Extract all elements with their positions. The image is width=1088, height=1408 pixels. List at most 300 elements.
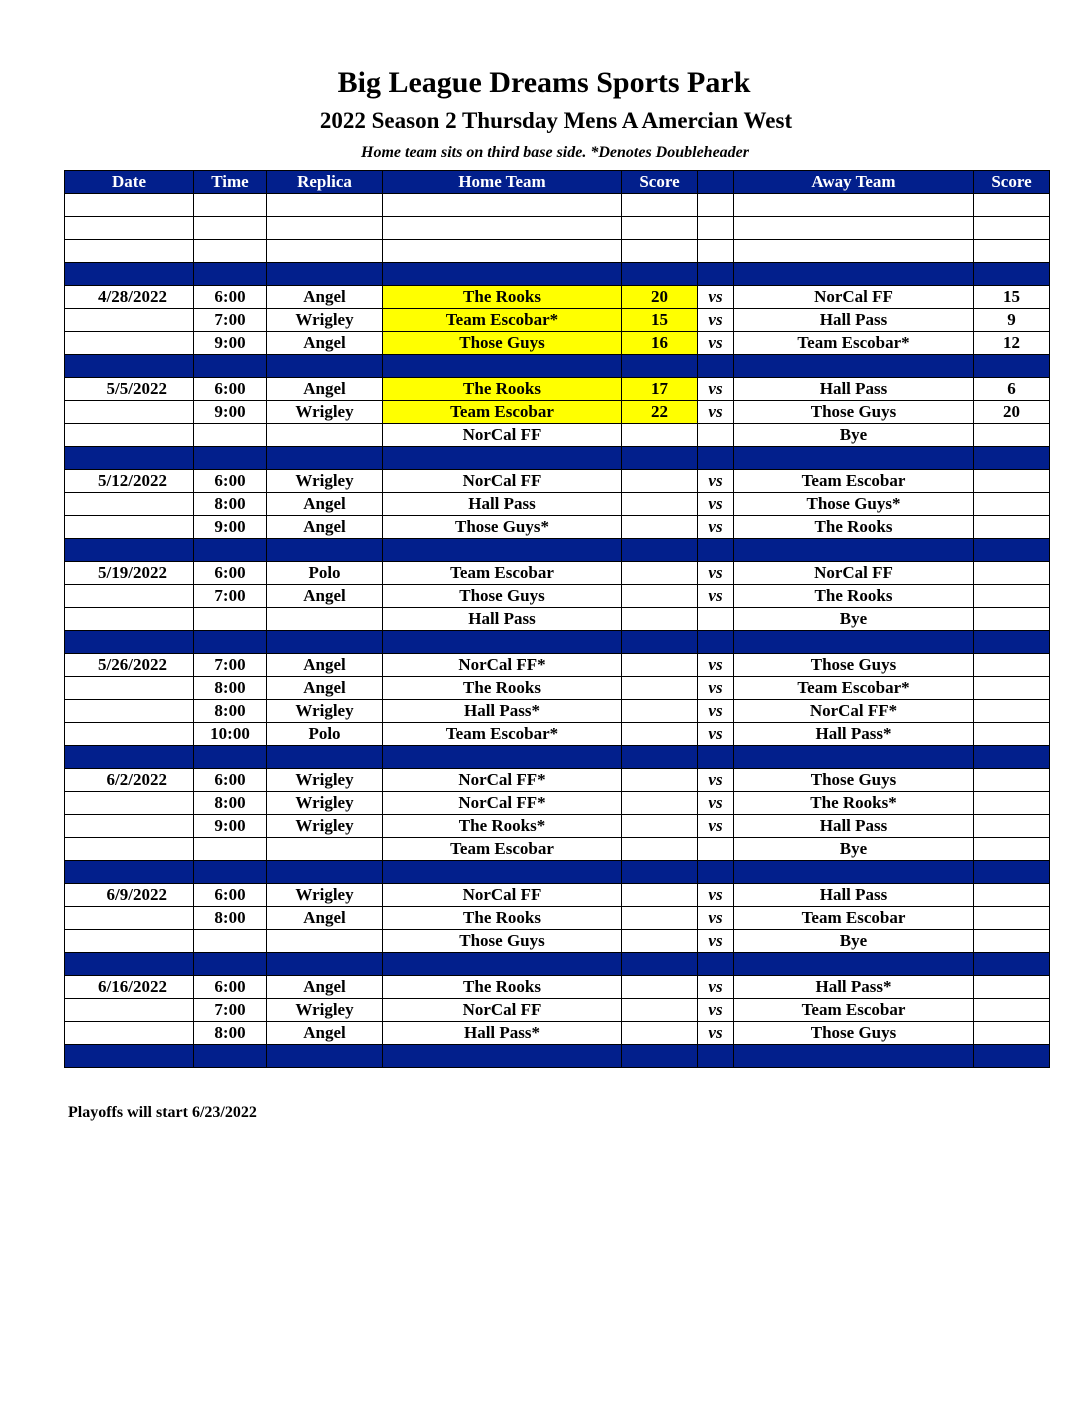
time-cell: 8:00 [194, 493, 267, 516]
away-team-cell [734, 746, 974, 769]
table-row [65, 608, 1050, 631]
home-score-cell [622, 746, 698, 769]
away-team-cell [734, 539, 974, 562]
table-row [65, 907, 1050, 930]
vs-cell: vs [698, 930, 734, 953]
replica-cell: Polo [267, 723, 383, 746]
replica-cell [267, 447, 383, 470]
vs-cell [698, 240, 734, 263]
time-cell: 6:00 [194, 884, 267, 907]
vs-cell: vs [698, 976, 734, 999]
vs-cell: vs [698, 769, 734, 792]
time-cell [194, 838, 267, 861]
table-row [65, 769, 1050, 792]
vs-cell [698, 1045, 734, 1068]
date-cell [65, 424, 194, 447]
home-team-cell: Those Guys [383, 332, 622, 355]
home-team-cell: The Rooks [383, 286, 622, 309]
away-team-cell: Bye [734, 838, 974, 861]
home-score-cell [622, 562, 698, 585]
home-team-cell: The Rooks [383, 907, 622, 930]
date-cell [65, 585, 194, 608]
vs-cell: vs [698, 700, 734, 723]
home-team-cell [383, 746, 622, 769]
away-team-cell [734, 447, 974, 470]
replica-cell: Angel [267, 332, 383, 355]
home-score-cell: 20 [622, 286, 698, 309]
time-cell: 9:00 [194, 332, 267, 355]
home-score-cell [622, 1022, 698, 1045]
away-team-cell: Hall Pass* [734, 723, 974, 746]
replica-cell [267, 424, 383, 447]
column-header-replica: Replica [267, 171, 383, 194]
away-team-cell: Hall Pass [734, 309, 974, 332]
home-team-cell: Those Guys [383, 585, 622, 608]
away-score-cell [974, 355, 1050, 378]
vs-cell: vs [698, 1022, 734, 1045]
home-score-cell [622, 999, 698, 1022]
replica-cell [267, 861, 383, 884]
date-cell [65, 792, 194, 815]
separator-row [65, 861, 1050, 884]
vs-cell [698, 861, 734, 884]
replica-cell: Wrigley [267, 309, 383, 332]
schedule-note: Home team sits on third base side. *Denotes Doubleheader [361, 144, 749, 161]
away-team-cell: Team Escobar* [734, 677, 974, 700]
time-cell: 6:00 [194, 286, 267, 309]
vs-cell: vs [698, 815, 734, 838]
home-score-cell [622, 493, 698, 516]
away-score-cell [974, 493, 1050, 516]
home-score-cell [622, 838, 698, 861]
home-score-cell [622, 240, 698, 263]
home-team-cell: NorCal FF* [383, 792, 622, 815]
away-score-cell [974, 631, 1050, 654]
vs-cell: vs [698, 562, 734, 585]
replica-cell [267, 240, 383, 263]
column-header-time: Time [194, 171, 267, 194]
replica-cell [267, 1045, 383, 1068]
away-team-cell: Hall Pass [734, 815, 974, 838]
vs-cell: vs [698, 999, 734, 1022]
table-row [65, 493, 1050, 516]
date-cell [65, 930, 194, 953]
blank-row [65, 194, 1050, 217]
home-team-cell: The Rooks [383, 677, 622, 700]
home-score-cell [622, 1045, 698, 1068]
date-cell [65, 355, 194, 378]
table-row [65, 424, 1050, 447]
time-cell: 8:00 [194, 792, 267, 815]
replica-cell: Wrigley [267, 401, 383, 424]
date-cell [65, 861, 194, 884]
home-score-cell [622, 194, 698, 217]
home-team-cell: Team Escobar [383, 401, 622, 424]
home-score-cell [622, 792, 698, 815]
date-cell: 6/16/2022 [65, 976, 194, 999]
vs-cell [698, 447, 734, 470]
table-row [65, 1022, 1050, 1045]
away-score-cell [974, 240, 1050, 263]
time-cell: 7:00 [194, 585, 267, 608]
home-score-cell: 15 [622, 309, 698, 332]
table-row [65, 815, 1050, 838]
away-score-cell [974, 700, 1050, 723]
away-score-cell [974, 976, 1050, 999]
date-cell [65, 263, 194, 286]
home-team-cell: NorCal FF* [383, 654, 622, 677]
away-team-cell [734, 355, 974, 378]
vs-cell [698, 746, 734, 769]
vs-cell: vs [698, 677, 734, 700]
away-score-cell [974, 470, 1050, 493]
date-cell [65, 838, 194, 861]
vs-cell: vs [698, 309, 734, 332]
page-subtitle: 2022 Season 2 Thursday Mens A Amercian West [319, 108, 793, 133]
time-cell [194, 424, 267, 447]
time-cell: 6:00 [194, 976, 267, 999]
home-team-cell: NorCal FF* [383, 769, 622, 792]
time-cell [194, 930, 267, 953]
time-cell [194, 447, 267, 470]
replica-cell [267, 217, 383, 240]
away-score-cell [974, 1045, 1050, 1068]
home-score-cell [622, 608, 698, 631]
separator-row [65, 263, 1050, 286]
home-score-cell [622, 976, 698, 999]
home-score-cell [622, 769, 698, 792]
table-row [65, 401, 1050, 424]
away-score-cell [974, 1022, 1050, 1045]
column-header-vs [698, 171, 734, 194]
vs-cell: vs [698, 516, 734, 539]
away-team-cell: Team Escobar* [734, 332, 974, 355]
date-cell [65, 332, 194, 355]
home-team-cell: Those Guys* [383, 516, 622, 539]
home-team-cell: Hall Pass* [383, 700, 622, 723]
time-cell: 7:00 [194, 309, 267, 332]
away-score-cell [974, 562, 1050, 585]
header-row [65, 171, 1050, 194]
away-team-cell: Bye [734, 930, 974, 953]
home-team-cell [383, 861, 622, 884]
away-team-cell: Those Guys* [734, 493, 974, 516]
away-team-cell: Those Guys [734, 654, 974, 677]
home-team-cell: The Rooks [383, 378, 622, 401]
away-team-cell: Those Guys [734, 1022, 974, 1045]
date-cell [65, 999, 194, 1022]
home-score-cell [622, 930, 698, 953]
vs-cell [698, 953, 734, 976]
time-cell: 8:00 [194, 1022, 267, 1045]
home-score-cell [622, 263, 698, 286]
home-score-cell [622, 470, 698, 493]
schedule-table [64, 170, 1050, 1068]
table-row [65, 723, 1050, 746]
separator-row [65, 631, 1050, 654]
table-row [65, 470, 1050, 493]
home-score-cell [622, 631, 698, 654]
replica-cell [267, 631, 383, 654]
time-cell: 9:00 [194, 401, 267, 424]
home-team-cell [383, 447, 622, 470]
date-cell [65, 746, 194, 769]
time-cell [194, 217, 267, 240]
away-score-cell [974, 884, 1050, 907]
away-team-cell [734, 953, 974, 976]
away-team-cell: Team Escobar [734, 907, 974, 930]
vs-cell: vs [698, 792, 734, 815]
away-team-cell: Hall Pass [734, 378, 974, 401]
vs-cell: vs [698, 470, 734, 493]
home-team-cell: Hall Pass* [383, 1022, 622, 1045]
date-cell: 5/5/2022 [65, 378, 194, 401]
page-title: Big League Dreams Sports Park [337, 66, 751, 99]
home-team-cell: NorCal FF [383, 424, 622, 447]
replica-cell: Angel [267, 654, 383, 677]
replica-cell: Angel [267, 1022, 383, 1045]
time-cell [194, 608, 267, 631]
date-cell [65, 194, 194, 217]
away-score-cell [974, 654, 1050, 677]
table-row [65, 286, 1050, 309]
replica-cell: Angel [267, 677, 383, 700]
time-cell [194, 263, 267, 286]
vs-cell [698, 263, 734, 286]
table-row [65, 884, 1050, 907]
date-cell [65, 815, 194, 838]
home-score-cell [622, 815, 698, 838]
replica-cell [267, 608, 383, 631]
date-cell [65, 1045, 194, 1068]
time-cell [194, 631, 267, 654]
vs-cell: vs [698, 585, 734, 608]
replica-cell: Angel [267, 286, 383, 309]
away-score-cell [974, 585, 1050, 608]
replica-cell [267, 539, 383, 562]
home-score-cell: 22 [622, 401, 698, 424]
away-team-cell [734, 861, 974, 884]
home-score-cell: 17 [622, 378, 698, 401]
separator-row [65, 746, 1050, 769]
away-score-cell [974, 263, 1050, 286]
table-row [65, 654, 1050, 677]
away-team-cell: The Rooks [734, 516, 974, 539]
column-header-home-score: Score [622, 171, 698, 194]
vs-cell [698, 539, 734, 562]
away-score-cell: 20 [974, 401, 1050, 424]
vs-cell [698, 608, 734, 631]
away-score-cell [974, 769, 1050, 792]
date-cell: 4/28/2022 [65, 286, 194, 309]
replica-cell: Wrigley [267, 769, 383, 792]
away-score-cell [974, 907, 1050, 930]
away-team-cell: Bye [734, 424, 974, 447]
date-cell [65, 240, 194, 263]
away-score-cell [974, 815, 1050, 838]
away-score-cell [974, 608, 1050, 631]
blank-row [65, 240, 1050, 263]
away-team-cell: Team Escobar [734, 470, 974, 493]
home-team-cell: Team Escobar* [383, 309, 622, 332]
table-row [65, 999, 1050, 1022]
time-cell: 9:00 [194, 516, 267, 539]
home-score-cell [622, 861, 698, 884]
away-score-cell [974, 677, 1050, 700]
vs-cell [698, 838, 734, 861]
date-cell [65, 677, 194, 700]
vs-cell: vs [698, 884, 734, 907]
away-score-cell [974, 539, 1050, 562]
time-cell [194, 539, 267, 562]
away-score-cell: 6 [974, 378, 1050, 401]
home-team-cell: Hall Pass [383, 493, 622, 516]
home-team-cell: NorCal FF [383, 470, 622, 493]
away-score-cell [974, 424, 1050, 447]
home-team-cell [383, 355, 622, 378]
table-row [65, 562, 1050, 585]
away-score-cell [974, 217, 1050, 240]
home-score-cell [622, 355, 698, 378]
date-cell: 6/9/2022 [65, 884, 194, 907]
away-team-cell: Those Guys [734, 769, 974, 792]
home-team-cell: The Rooks [383, 976, 622, 999]
replica-cell [267, 746, 383, 769]
home-score-cell [622, 907, 698, 930]
replica-cell: Angel [267, 585, 383, 608]
column-header-date: Date [65, 171, 194, 194]
table-row [65, 677, 1050, 700]
date-cell [65, 631, 194, 654]
table-row [65, 585, 1050, 608]
replica-cell: Angel [267, 378, 383, 401]
home-team-cell: Team Escobar [383, 562, 622, 585]
home-score-cell [622, 677, 698, 700]
away-team-cell: Those Guys [734, 401, 974, 424]
replica-cell: Polo [267, 562, 383, 585]
home-score-cell [622, 723, 698, 746]
home-team-cell: Hall Pass [383, 608, 622, 631]
date-cell [65, 608, 194, 631]
vs-cell: vs [698, 723, 734, 746]
date-cell [65, 493, 194, 516]
date-cell [65, 539, 194, 562]
table-row [65, 792, 1050, 815]
away-team-cell: Team Escobar [734, 999, 974, 1022]
separator-row [65, 355, 1050, 378]
away-team-cell: NorCal FF* [734, 700, 974, 723]
replica-cell: Wrigley [267, 815, 383, 838]
away-score-cell [974, 723, 1050, 746]
home-team-cell [383, 539, 622, 562]
date-cell [65, 217, 194, 240]
time-cell: 7:00 [194, 999, 267, 1022]
vs-cell [698, 217, 734, 240]
table-row [65, 332, 1050, 355]
away-score-cell [974, 999, 1050, 1022]
away-team-cell: The Rooks* [734, 792, 974, 815]
table-row [65, 378, 1050, 401]
date-cell [65, 953, 194, 976]
replica-cell [267, 263, 383, 286]
vs-cell [698, 194, 734, 217]
separator-row [65, 1045, 1050, 1068]
column-header-away-team: Away Team [734, 171, 974, 194]
home-score-cell [622, 953, 698, 976]
home-team-cell [383, 240, 622, 263]
home-team-cell: Those Guys [383, 930, 622, 953]
home-team-cell [383, 194, 622, 217]
date-cell [65, 401, 194, 424]
home-team-cell [383, 1045, 622, 1068]
column-header-home-team: Home Team [383, 171, 622, 194]
time-cell: 7:00 [194, 654, 267, 677]
table-row [65, 838, 1050, 861]
away-score-cell [974, 861, 1050, 884]
time-cell [194, 746, 267, 769]
away-team-cell: NorCal FF [734, 562, 974, 585]
time-cell: 8:00 [194, 677, 267, 700]
vs-cell: vs [698, 286, 734, 309]
away-score-cell [974, 792, 1050, 815]
home-score-cell [622, 217, 698, 240]
home-score-cell [622, 539, 698, 562]
replica-cell: Wrigley [267, 700, 383, 723]
replica-cell: Angel [267, 493, 383, 516]
home-team-cell [383, 631, 622, 654]
date-cell [65, 1022, 194, 1045]
date-cell [65, 907, 194, 930]
replica-cell: Angel [267, 976, 383, 999]
replica-cell [267, 838, 383, 861]
separator-row [65, 447, 1050, 470]
date-cell [65, 516, 194, 539]
home-team-cell: Team Escobar* [383, 723, 622, 746]
separator-row [65, 953, 1050, 976]
date-cell: 5/12/2022 [65, 470, 194, 493]
time-cell: 8:00 [194, 700, 267, 723]
schedule-body [65, 194, 1050, 1068]
replica-cell: Wrigley [267, 999, 383, 1022]
away-score-cell [974, 746, 1050, 769]
date-cell [65, 447, 194, 470]
time-cell: 8:00 [194, 907, 267, 930]
time-cell: 6:00 [194, 769, 267, 792]
table-row [65, 309, 1050, 332]
away-team-cell: Hall Pass [734, 884, 974, 907]
replica-cell: Wrigley [267, 470, 383, 493]
away-team-cell [734, 217, 974, 240]
home-team-cell [383, 263, 622, 286]
date-cell: 5/26/2022 [65, 654, 194, 677]
vs-cell: vs [698, 907, 734, 930]
time-cell [194, 194, 267, 217]
home-score-cell [622, 700, 698, 723]
away-score-cell: 12 [974, 332, 1050, 355]
vs-cell: vs [698, 332, 734, 355]
home-team-cell: Team Escobar [383, 838, 622, 861]
away-team-cell [734, 631, 974, 654]
home-team-cell [383, 217, 622, 240]
away-team-cell: NorCal FF [734, 286, 974, 309]
vs-cell [698, 631, 734, 654]
vs-cell [698, 355, 734, 378]
home-team-cell [383, 953, 622, 976]
vs-cell: vs [698, 401, 734, 424]
home-team-cell: NorCal FF [383, 884, 622, 907]
table-row [65, 930, 1050, 953]
away-team-cell [734, 240, 974, 263]
